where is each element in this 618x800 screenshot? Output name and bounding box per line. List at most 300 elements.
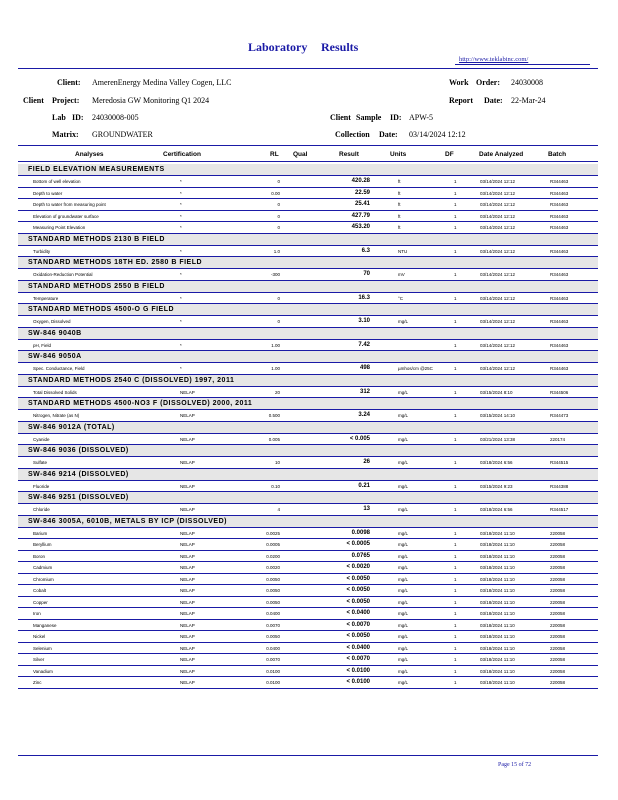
table-row bbox=[18, 188, 598, 200]
units-cell: mg/L bbox=[398, 507, 409, 512]
section-header: SW-846 9012A (TOTAL) bbox=[18, 422, 598, 434]
df-cell: 1 bbox=[454, 553, 457, 559]
result-cell: < 0.0100 bbox=[346, 679, 370, 685]
date-analyzed-cell: 03/14/2024 12:12 bbox=[480, 225, 516, 230]
analyte-cell: Zinc bbox=[33, 680, 42, 685]
batch-cell: 220058 bbox=[550, 542, 566, 547]
certification-cell: NELAP bbox=[180, 645, 195, 651]
certification-cell: NELAP bbox=[180, 530, 195, 536]
analyte-cell: Depth to water from measuring point bbox=[33, 202, 106, 207]
rl-cell: 1.0 bbox=[273, 248, 280, 254]
date-analyzed-cell: 03/14/2024 12:12 bbox=[480, 179, 516, 184]
column-header-rule bbox=[18, 161, 598, 162]
certification-cell: NELAP bbox=[180, 436, 195, 442]
units-cell: ft bbox=[398, 213, 401, 219]
certification-cell: * bbox=[180, 202, 182, 207]
certification-cell: NELAP bbox=[180, 507, 195, 512]
section-header: SW-846 9214 (DISSOLVED) bbox=[18, 469, 598, 481]
table-row bbox=[18, 434, 598, 446]
df-cell: 1 bbox=[454, 565, 457, 570]
batch-cell: R344463 bbox=[550, 319, 569, 324]
batch-cell: R344463 bbox=[550, 295, 569, 301]
certification-cell: NELAP bbox=[180, 460, 195, 465]
df-cell: 1 bbox=[454, 248, 457, 254]
units-cell: mg/L bbox=[398, 599, 409, 605]
df-cell: 1 bbox=[454, 483, 457, 489]
page-number: Page 15 of 72 bbox=[498, 762, 532, 768]
date-analyzed-cell: 03/18/2024 11:10 bbox=[480, 588, 515, 593]
batch-cell: 220058 bbox=[550, 599, 566, 605]
analyte-cell: Turbidity bbox=[33, 248, 51, 254]
client-value: AmerenEnergy Medina Valley Cogen, LLC bbox=[92, 78, 232, 87]
batch-cell: 220058 bbox=[550, 634, 566, 639]
col-df: DF bbox=[445, 151, 454, 158]
table-row bbox=[18, 585, 598, 597]
client-sample-value: APW-5 bbox=[409, 113, 433, 122]
rl-cell: 0 bbox=[277, 179, 280, 184]
certification-cell: NELAP bbox=[180, 599, 195, 605]
section-header: STANDARD METHODS 2550 B FIELD bbox=[18, 281, 598, 293]
rl-cell: 0.0050 bbox=[266, 588, 280, 593]
section-header: SW-846 9251 (DISSOLVED) bbox=[18, 492, 598, 504]
table-row bbox=[18, 481, 598, 493]
rl-cell: 0.10 bbox=[271, 483, 280, 489]
analyte-cell: Barium bbox=[33, 530, 48, 536]
table-row bbox=[18, 631, 598, 643]
df-cell: 1 bbox=[454, 295, 457, 301]
section-header: FIELD ELEVATION MEASUREMENTS bbox=[18, 164, 598, 176]
date-analyzed-cell: 03/18/2024 6:56 bbox=[480, 460, 513, 465]
batch-cell: R344388 bbox=[550, 483, 569, 489]
result-cell: 13 bbox=[363, 506, 370, 512]
analyte-cell: Oxygen, Dissolved bbox=[33, 319, 71, 324]
certification-cell: NELAP bbox=[180, 680, 195, 685]
certification-cell: NELAP bbox=[180, 542, 195, 547]
batch-cell: R344463 bbox=[550, 213, 569, 219]
rl-cell: 0.00 bbox=[271, 190, 280, 196]
analyte-cell: Chromium bbox=[33, 576, 54, 582]
client-sample-label-3: ID: bbox=[390, 113, 402, 122]
date-analyzed-cell: 03/18/2024 11:10 bbox=[480, 680, 515, 685]
table-row bbox=[18, 528, 598, 540]
table-row bbox=[18, 608, 598, 620]
rl-cell: 0 bbox=[277, 202, 280, 207]
header-top-rule bbox=[18, 68, 598, 69]
client-label: Client: bbox=[57, 78, 81, 87]
result-cell: 0.0098 bbox=[351, 529, 370, 536]
batch-cell: 220058 bbox=[550, 565, 566, 570]
certification-cell: NELAP bbox=[180, 588, 195, 593]
certification-cell: NELAP bbox=[180, 389, 195, 395]
analyte-cell: Sulfate bbox=[33, 460, 48, 465]
certification-cell: * bbox=[180, 225, 182, 230]
section-header: STANDARD METHODS 2130 B FIELD bbox=[18, 234, 598, 246]
df-cell: 1 bbox=[454, 588, 457, 593]
units-cell: mg/L bbox=[398, 622, 409, 628]
rl-cell: 4 bbox=[277, 507, 280, 512]
units-cell: mg/L bbox=[398, 413, 409, 418]
result-cell: < 0.0070 bbox=[346, 656, 370, 662]
units-cell: mg/L bbox=[398, 565, 409, 570]
analyte-cell: Iron bbox=[33, 611, 41, 616]
title-results: Results bbox=[321, 40, 359, 54]
date-analyzed-cell: 03/18/2024 6:56 bbox=[480, 507, 513, 512]
date-analyzed-cell: 03/18/2024 11:10 bbox=[480, 611, 515, 616]
df-cell: 1 bbox=[454, 576, 457, 582]
certification-cell: NELAP bbox=[180, 611, 195, 616]
date-analyzed-cell: 03/18/2024 11:10 bbox=[480, 668, 515, 674]
date-analyzed-cell: 03/18/2024 11:10 bbox=[480, 645, 515, 651]
rl-cell: 10 bbox=[274, 460, 280, 465]
date-analyzed-cell: 03/15/2024 14:10 bbox=[480, 413, 516, 418]
batch-cell: R344463 bbox=[550, 179, 569, 184]
rl-cell: 0.0020 bbox=[266, 565, 280, 570]
section-header: STANDARD METHODS 18TH ED. 2580 B FIELD bbox=[18, 257, 598, 269]
batch-cell: 220058 bbox=[550, 530, 566, 536]
analyte-cell: Bottom of well elevation bbox=[33, 179, 81, 184]
batch-cell: 220058 bbox=[550, 553, 566, 559]
client-project-label-1: Client bbox=[23, 96, 44, 105]
units-cell: ft bbox=[398, 202, 401, 207]
col-analyses: Analyses bbox=[75, 151, 104, 158]
lab-website-link[interactable]: http://www.teklabinc.com/ bbox=[459, 56, 529, 63]
rl-cell: 0 bbox=[277, 295, 280, 301]
certification-cell: NELAP bbox=[180, 413, 195, 418]
result-cell: 6.3 bbox=[361, 247, 370, 254]
batch-cell: 220174 bbox=[550, 436, 566, 442]
matrix-value: GROUNDWATER bbox=[92, 130, 153, 139]
col-certification: Certification bbox=[163, 151, 201, 158]
analyte-cell: Spec. Conductance, Field bbox=[33, 366, 85, 371]
result-cell: < 0.0050 bbox=[346, 575, 370, 582]
lab-id-value: 24030008-005 bbox=[92, 113, 139, 122]
date-analyzed-cell: 03/18/2024 11:10 bbox=[480, 657, 515, 662]
certification-cell: NELAP bbox=[180, 668, 195, 674]
table-row bbox=[18, 597, 598, 609]
section-header: SW-846 9050A bbox=[18, 351, 598, 363]
date-analyzed-cell: 03/18/2024 11:10 bbox=[480, 576, 515, 582]
client-project-label-2: Project: bbox=[52, 96, 80, 105]
date-analyzed-cell: 03/14/2024 12:12 bbox=[480, 295, 516, 301]
rl-cell: 0 bbox=[277, 213, 280, 219]
analyte-cell: Oxidation-Reduction Potential bbox=[33, 272, 93, 277]
table-row bbox=[18, 562, 598, 574]
analyte-cell: Elevation of groundwater surface bbox=[33, 213, 99, 219]
batch-cell: 220058 bbox=[550, 680, 566, 685]
df-cell: 1 bbox=[454, 668, 457, 674]
rl-cell: 0.0100 bbox=[266, 668, 280, 674]
col-qual: Qual bbox=[293, 151, 308, 158]
df-cell: 1 bbox=[454, 225, 457, 230]
batch-cell: R344463 bbox=[550, 190, 569, 196]
section-header: STANDARD METHODS 4500-NO3 F (DISSOLVED) 2000, 2011 bbox=[18, 398, 598, 410]
report-date-label: Date: bbox=[484, 96, 503, 105]
units-cell: mV bbox=[398, 272, 405, 277]
table-row bbox=[18, 293, 598, 305]
date-analyzed-cell: 03/14/2024 12:12 bbox=[480, 190, 516, 196]
date-analyzed-cell: 03/18/2024 11:10 bbox=[480, 599, 515, 605]
result-cell: 498 bbox=[359, 365, 370, 371]
lab-id-label: ID: bbox=[72, 113, 84, 122]
order-value: 24030008 bbox=[511, 78, 543, 87]
df-cell: 1 bbox=[454, 272, 457, 277]
analyte-cell: Vanadium bbox=[33, 668, 53, 674]
date-analyzed-cell: 03/18/2024 11:10 bbox=[480, 530, 515, 536]
col-rl: RL bbox=[270, 151, 279, 158]
client-sample-label-2: Sample bbox=[356, 113, 382, 122]
df-cell: 1 bbox=[454, 680, 457, 685]
table-row bbox=[18, 199, 598, 211]
result-cell: 312 bbox=[359, 388, 370, 395]
rl-cell: 0.500 bbox=[268, 413, 280, 418]
analyte-cell: Temperature bbox=[33, 295, 59, 301]
rl-cell: -300 bbox=[270, 272, 280, 277]
report-label: Report bbox=[449, 96, 473, 105]
df-cell: 1 bbox=[454, 213, 457, 219]
certification-cell: * bbox=[180, 190, 182, 196]
analyte-cell: Manganese bbox=[33, 622, 57, 628]
client-sample-label-1: Client bbox=[330, 113, 351, 122]
df-cell: 1 bbox=[454, 599, 457, 605]
rl-cell: 0.005 bbox=[268, 436, 280, 442]
rl-cell: 0.0025 bbox=[266, 530, 280, 536]
result-cell: 70 bbox=[363, 271, 370, 277]
date-analyzed-cell: 03/14/2024 12:12 bbox=[480, 272, 516, 277]
units-cell: mg/L bbox=[398, 668, 409, 674]
units-cell: mg/L bbox=[398, 436, 409, 442]
df-cell: 1 bbox=[454, 634, 457, 639]
date-analyzed-cell: 03/21/2024 13:38 bbox=[480, 436, 516, 442]
batch-cell: R344506 bbox=[550, 389, 569, 395]
units-cell: mg/L bbox=[398, 553, 409, 559]
batch-cell: R344517 bbox=[550, 507, 569, 512]
rl-cell: 0.0400 bbox=[266, 645, 280, 651]
rl-cell: 0.0005 bbox=[266, 542, 280, 547]
analyte-cell: Cadmium bbox=[33, 565, 53, 570]
table-row bbox=[18, 666, 598, 678]
result-cell: < 0.0050 bbox=[346, 598, 370, 605]
work-label: Work bbox=[449, 78, 469, 87]
units-cell: mg/L bbox=[398, 611, 409, 616]
certification-cell: NELAP bbox=[180, 483, 195, 489]
df-cell: 1 bbox=[454, 413, 457, 418]
certification-cell: * bbox=[180, 213, 182, 219]
result-cell: 3.10 bbox=[358, 318, 370, 324]
title-laboratory: Laboratory bbox=[248, 40, 308, 54]
collection-value: 03/14/2024 12:12 bbox=[409, 130, 466, 139]
date-analyzed-cell: 03/18/2024 11:10 bbox=[480, 634, 515, 639]
date-analyzed-cell: 03/15/2024 8:10 bbox=[480, 389, 513, 395]
batch-cell: R344473 bbox=[550, 413, 569, 418]
df-cell: 1 bbox=[454, 319, 457, 324]
df-cell: 1 bbox=[454, 179, 457, 184]
date-analyzed-cell: 03/18/2024 11:10 bbox=[480, 542, 515, 547]
certification-cell: * bbox=[180, 179, 182, 184]
rl-cell: 0.0200 bbox=[266, 553, 280, 559]
collection-date-label: Date: bbox=[379, 130, 398, 139]
df-cell: 1 bbox=[454, 645, 457, 651]
result-cell: < 0.005 bbox=[349, 435, 370, 442]
table-row bbox=[18, 176, 598, 188]
table-row bbox=[18, 269, 598, 281]
df-cell: 1 bbox=[454, 342, 457, 348]
result-cell: < 0.0100 bbox=[346, 667, 370, 674]
table-row bbox=[18, 410, 598, 422]
result-cell: 0.0765 bbox=[351, 552, 370, 559]
col-units: Units bbox=[390, 151, 407, 158]
section-header: SW-846 9036 (DISSOLVED) bbox=[18, 445, 598, 457]
certification-cell: * bbox=[180, 342, 182, 348]
date-analyzed-cell: 03/15/2024 9:23 bbox=[480, 483, 513, 489]
info-bottom-rule bbox=[18, 145, 598, 146]
analyte-cell: Silver bbox=[33, 657, 45, 662]
rl-cell: 1.00 bbox=[271, 342, 280, 348]
analyte-cell: Fluoride bbox=[33, 483, 50, 489]
units-cell: °C bbox=[398, 295, 404, 301]
table-row bbox=[18, 620, 598, 632]
table-row bbox=[18, 211, 598, 223]
table-row bbox=[18, 222, 598, 234]
units-cell: ft bbox=[398, 225, 401, 230]
result-cell: 26 bbox=[363, 459, 370, 465]
report-date-value: 22-Mar-24 bbox=[511, 96, 546, 105]
rl-cell: 20 bbox=[274, 389, 280, 395]
units-cell: mg/L bbox=[398, 319, 409, 324]
table-row bbox=[18, 504, 598, 516]
df-cell: 1 bbox=[454, 507, 457, 512]
df-cell: 1 bbox=[454, 366, 457, 371]
df-cell: 1 bbox=[454, 190, 457, 196]
rl-cell: 0 bbox=[277, 225, 280, 230]
section-header: STANDARD METHODS 4500-O G FIELD bbox=[18, 304, 598, 316]
certification-cell: * bbox=[180, 272, 182, 277]
analyte-cell: pH, Field bbox=[33, 342, 52, 348]
batch-cell: 220058 bbox=[550, 576, 566, 582]
table-row bbox=[18, 654, 598, 666]
result-cell: 0.21 bbox=[358, 482, 370, 489]
table-row bbox=[18, 246, 598, 258]
units-cell: mg/L bbox=[398, 634, 409, 639]
date-analyzed-cell: 03/14/2024 12:12 bbox=[480, 202, 516, 207]
certification-cell: NELAP bbox=[180, 553, 195, 559]
result-cell: 16.3 bbox=[358, 294, 370, 301]
result-cell: 453.20 bbox=[351, 224, 370, 230]
date-analyzed-cell: 03/18/2024 11:10 bbox=[480, 565, 515, 570]
df-cell: 1 bbox=[454, 460, 457, 465]
certification-cell: * bbox=[180, 366, 182, 371]
batch-cell: R344515 bbox=[550, 460, 569, 465]
df-cell: 1 bbox=[454, 436, 457, 442]
batch-cell: R344463 bbox=[550, 342, 569, 348]
table-row bbox=[18, 363, 598, 375]
batch-cell: R344463 bbox=[550, 202, 569, 207]
date-analyzed-cell: 03/14/2024 12:12 bbox=[480, 319, 516, 324]
df-cell: 1 bbox=[454, 657, 457, 662]
analyte-cell: Beryllium bbox=[33, 542, 52, 547]
certification-cell: NELAP bbox=[180, 576, 195, 582]
batch-cell: 220058 bbox=[550, 657, 566, 662]
df-cell: 1 bbox=[454, 622, 457, 628]
units-cell: mg/L bbox=[398, 657, 409, 662]
analyte-cell: Chloride bbox=[33, 507, 50, 512]
rl-cell: 0.0050 bbox=[266, 634, 280, 639]
footer-rule bbox=[18, 755, 598, 756]
date-analyzed-cell: 03/14/2024 12:12 bbox=[480, 342, 516, 348]
analyte-cell: Total Dissolved Solids bbox=[33, 389, 77, 395]
analyte-cell: Depth to water bbox=[33, 190, 63, 196]
certification-cell: NELAP bbox=[180, 622, 195, 628]
batch-cell: R344463 bbox=[550, 248, 569, 254]
project-value: Meredosia GW Monitoring Q1 2024 bbox=[92, 96, 210, 105]
rl-cell: 1.00 bbox=[271, 366, 280, 371]
result-cell: < 0.0050 bbox=[346, 633, 370, 639]
units-cell: mg/L bbox=[398, 542, 409, 547]
batch-cell: 220058 bbox=[550, 611, 566, 616]
date-analyzed-cell: 03/14/2024 12:12 bbox=[480, 366, 516, 371]
lab-label: Lab bbox=[52, 113, 66, 122]
batch-cell: R344463 bbox=[550, 366, 569, 371]
table-row bbox=[18, 387, 598, 399]
units-cell: ft bbox=[398, 190, 401, 196]
result-cell: 22.59 bbox=[354, 189, 370, 196]
batch-cell: 220058 bbox=[550, 588, 566, 593]
rl-cell: 0.0100 bbox=[266, 680, 280, 685]
units-cell: ft bbox=[398, 179, 401, 184]
result-cell: < 0.0050 bbox=[346, 587, 370, 593]
col-batch: Batch bbox=[548, 151, 567, 158]
units-cell: mg/L bbox=[398, 576, 409, 582]
rl-cell: 0 bbox=[277, 319, 280, 324]
matrix-label: Matrix: bbox=[52, 130, 79, 139]
analyte-cell: Boron bbox=[33, 553, 46, 559]
result-cell: < 0.0400 bbox=[346, 644, 370, 651]
df-cell: 1 bbox=[454, 389, 457, 395]
certification-cell: NELAP bbox=[180, 657, 195, 662]
units-cell: mg/L bbox=[398, 530, 409, 536]
date-analyzed-cell: 03/18/2024 11:10 bbox=[480, 622, 515, 628]
col-result: Result bbox=[339, 151, 359, 158]
rl-cell: 0.0400 bbox=[266, 611, 280, 616]
result-cell: 427.79 bbox=[351, 212, 370, 219]
rl-cell: 0.0050 bbox=[266, 599, 280, 605]
col-date-analyzed: Date Analyzed bbox=[479, 151, 524, 158]
table-row bbox=[18, 539, 598, 551]
certification-cell: * bbox=[180, 248, 182, 254]
batch-cell: 220058 bbox=[550, 645, 566, 651]
result-cell: 7.42 bbox=[358, 341, 370, 348]
df-cell: 1 bbox=[454, 202, 457, 207]
df-cell: 1 bbox=[454, 611, 457, 616]
certification-cell: NELAP bbox=[180, 565, 195, 570]
analyte-cell: Cyanide bbox=[33, 436, 50, 442]
collection-label: Collection bbox=[335, 130, 370, 139]
result-cell: < 0.0400 bbox=[346, 610, 370, 616]
certification-cell: * bbox=[180, 319, 182, 324]
order-label: Order: bbox=[476, 78, 500, 87]
analyte-cell: Nickel bbox=[33, 634, 46, 639]
date-analyzed-cell: 03/14/2024 12:12 bbox=[480, 248, 516, 254]
results-table bbox=[18, 164, 598, 689]
table-row bbox=[18, 457, 598, 469]
table-row bbox=[18, 574, 598, 586]
rl-cell: 0.0070 bbox=[266, 622, 280, 628]
date-analyzed-cell: 03/14/2024 12:12 bbox=[480, 213, 516, 219]
result-cell: 3.24 bbox=[358, 412, 370, 418]
units-cell: mg/L bbox=[398, 645, 409, 651]
table-row bbox=[18, 643, 598, 655]
section-header: STANDARD METHODS 2540 C (DISSOLVED) 1997, 2011 bbox=[18, 375, 598, 387]
certification-cell: NELAP bbox=[180, 634, 195, 639]
